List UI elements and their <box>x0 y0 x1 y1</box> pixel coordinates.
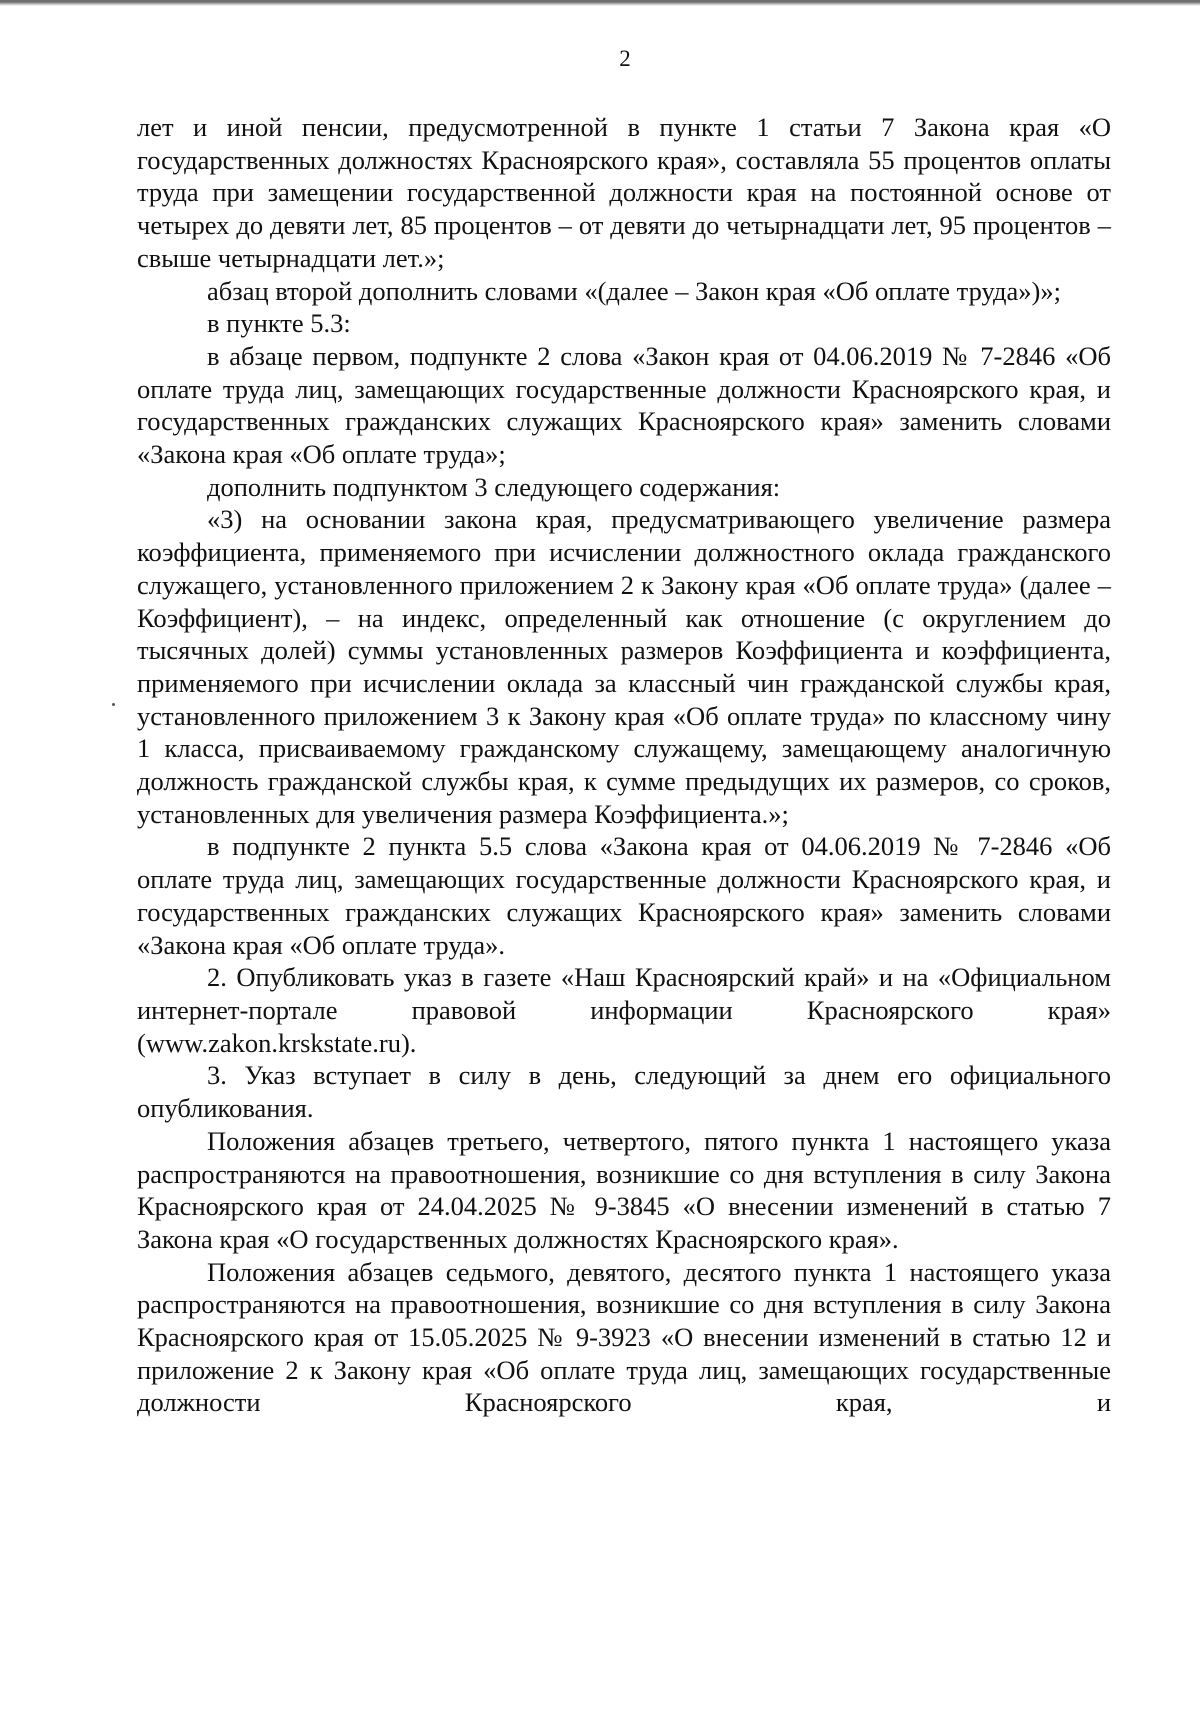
document-body <box>137 111 1111 1419</box>
paragraph-first-abzac-replace: в абзаце первом, подпункте 2 слова «Закон края от 04.06.2019 № 7-2846 «Об оплате труда лиц, замещающих государственные должности Красноярского края, и государственных гражданских служащих Красноярского края» заменить словами «Закона края «Об оплате труда»; <box>137 340 1111 470</box>
scan-speck <box>112 703 115 706</box>
paragraph-entry-into-force: 3. Указ вступает в силу в день, следующий за днем его официального опубликования. <box>137 1060 1111 1124</box>
paragraph-subpoint-3-text: «3) на основании закона края, предусматривающего увеличение размера коэффициента, применяемого при исчислении должностного оклада гражданского служащего, установленного приложением 2 к Закону края «Об оплате труда» (далее – Коэффициент), – на индекс, определенный как отношение (с округлением до тысячных долей) суммы установленных размеров Коэффициента и коэффициента, применяемого при исчислении оклада за классный чин гражданской службы края, установленного приложением 3 к Закону края «Об оплате труда» по классному чину 1 класса, присваиваемому гражданскому служащему, замещающему аналогичную должность гражданской службы края, к сумме предыдущих их размеров, со сроков, установленных для увеличения размера Коэффициента.»; <box>137 504 1111 829</box>
paragraph-pension-continuation: лет и иной пенсии, предусмотренной в пункте 1 статьи 7 Закона края «О государственных должностях Красноярского края», составляла 55 процентов оплаты труда при замещении государственной должности края на постоянной основе от четырех до девяти лет, 85 процентов – от девяти до четырнадцати лет, 95 процентов – свыше четырнадцати лет.»; <box>137 112 1111 273</box>
paragraph-add-subpoint-3: дополнить подпунктом 3 следующего содержания: <box>207 471 781 502</box>
paragraph-point-5-3-heading: в пункте 5.3: <box>207 308 351 339</box>
paragraph-provisions-7-9-10: Положения абзацев седьмого, девятого, десятого пункта 1 настоящего указа распространяются на правоотношения, возникшие со дня вступления в силу Закона Красноярского края от 15.05.2025 № 9-3923 «О внесении изменений в статью 12 и приложение 2 к Закону края «Об оплате труда лиц, замещающих государственные должности Красноярского края, и <box>137 1256 1111 1418</box>
paragraph-point-5-5-replace: в подпункте 2 пункта 5.5 слова «Закона края от 04.06.2019 № 7-2846 «Об оплате труда лиц, замещающих государственные должности Красноярского края, и государственных гражданских служащих Красноярского края» заменить словами «Закона края «Об оплате труда». <box>137 831 1111 960</box>
page-number: 2 <box>619 46 631 71</box>
scan-top-edge <box>0 0 1200 6</box>
paragraph-publish-decree: 2. Опубликовать указ в газете «Наш Красноярский край» и на «Официальном интернет-портале правовой информации Красноярского края» (www.zakon.krskstate.ru). <box>137 962 1111 1058</box>
paragraph-second-abzac-addition: абзац второй дополнить словами «(далее – Закон края «Об оплате труда»)»; <box>207 275 1061 306</box>
paragraph-provisions-3-4-5: Положения абзацев третьего, четвертого, пятого пункта 1 настоящего указа распространяются на правоотношения, возникшие со дня вступления в силу Закона Красноярского края от 24.04.2025 № 9-3845 «О внесении изменений в статью 7 Закона края «О государственных должностях Красноярского края». <box>137 1125 1111 1254</box>
